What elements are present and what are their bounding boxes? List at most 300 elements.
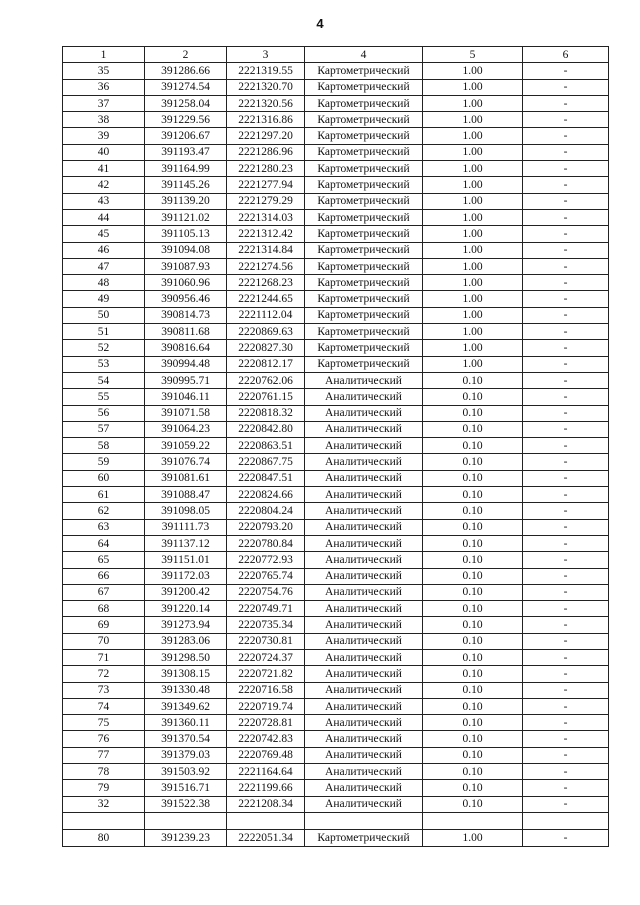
point-number-cell: 74 bbox=[63, 698, 145, 714]
accuracy-cell: 0.10 bbox=[423, 796, 523, 812]
x-coordinate-cell: 391087.93 bbox=[145, 258, 227, 274]
point-number-cell: 62 bbox=[63, 503, 145, 519]
point-number-cell: 54 bbox=[63, 372, 145, 388]
method-cell: Картометрический bbox=[305, 112, 423, 128]
note-cell: - bbox=[523, 209, 609, 225]
note-cell: - bbox=[523, 764, 609, 780]
point-number-cell: 35 bbox=[63, 63, 145, 79]
point-number-cell: 46 bbox=[63, 242, 145, 258]
x-coordinate-cell: 391379.03 bbox=[145, 747, 227, 763]
note-cell: - bbox=[523, 356, 609, 372]
y-coordinate-cell: 2220719.74 bbox=[227, 698, 305, 714]
point-number-cell: 39 bbox=[63, 128, 145, 144]
accuracy-cell: 0.10 bbox=[423, 584, 523, 600]
x-coordinate-cell: 391081.61 bbox=[145, 470, 227, 486]
note-cell: - bbox=[523, 601, 609, 617]
table-row bbox=[63, 258, 609, 274]
accuracy-cell: 0.10 bbox=[423, 454, 523, 470]
method-cell: Аналитический bbox=[305, 666, 423, 682]
x-coordinate-cell: 391220.14 bbox=[145, 601, 227, 617]
point-number-cell: 77 bbox=[63, 747, 145, 763]
accuracy-cell: 0.10 bbox=[423, 372, 523, 388]
table-header-row bbox=[63, 47, 609, 63]
method-cell: Картометрический bbox=[305, 177, 423, 193]
x-coordinate-cell: 391076.74 bbox=[145, 454, 227, 470]
accuracy-cell: 1.00 bbox=[423, 79, 523, 95]
table-row bbox=[63, 161, 609, 177]
method-cell: Аналитический bbox=[305, 405, 423, 421]
note-cell: - bbox=[523, 829, 609, 846]
method-cell: Картометрический bbox=[305, 356, 423, 372]
x-coordinate-cell: 390811.68 bbox=[145, 324, 227, 340]
x-coordinate-cell: 391172.03 bbox=[145, 568, 227, 584]
note-cell: - bbox=[523, 438, 609, 454]
accuracy-cell bbox=[423, 812, 523, 829]
method-cell: Картометрический bbox=[305, 144, 423, 160]
method-cell: Картометрический bbox=[305, 340, 423, 356]
point-number-cell: 80 bbox=[63, 829, 145, 846]
y-coordinate-cell: 2220827.30 bbox=[227, 340, 305, 356]
x-coordinate-cell: 391098.05 bbox=[145, 503, 227, 519]
accuracy-cell: 0.10 bbox=[423, 633, 523, 649]
table-row bbox=[63, 79, 609, 95]
accuracy-cell: 1.00 bbox=[423, 242, 523, 258]
accuracy-cell: 0.10 bbox=[423, 617, 523, 633]
table-row bbox=[63, 372, 609, 388]
accuracy-cell: 0.10 bbox=[423, 487, 523, 503]
x-coordinate-cell: 391274.54 bbox=[145, 79, 227, 95]
x-coordinate-cell: 391105.13 bbox=[145, 226, 227, 242]
method-cell: Аналитический bbox=[305, 389, 423, 405]
table-row bbox=[63, 584, 609, 600]
method-cell: Картометрический bbox=[305, 193, 423, 209]
y-coordinate-cell: 2220793.20 bbox=[227, 519, 305, 535]
header-cell: 3 bbox=[227, 47, 305, 63]
table-row bbox=[63, 193, 609, 209]
accuracy-cell: 1.00 bbox=[423, 112, 523, 128]
y-coordinate-cell: 2220742.83 bbox=[227, 731, 305, 747]
method-cell: Картометрический bbox=[305, 275, 423, 291]
x-coordinate-cell: 391308.15 bbox=[145, 666, 227, 682]
point-number-cell: 75 bbox=[63, 715, 145, 731]
accuracy-cell: 1.00 bbox=[423, 291, 523, 307]
method-cell: Картометрический bbox=[305, 161, 423, 177]
note-cell: - bbox=[523, 372, 609, 388]
x-coordinate-cell: 391060.96 bbox=[145, 275, 227, 291]
accuracy-cell: 0.10 bbox=[423, 764, 523, 780]
table-row bbox=[63, 389, 609, 405]
note-cell: - bbox=[523, 258, 609, 274]
table-row bbox=[63, 421, 609, 437]
y-coordinate-cell: 2220818.32 bbox=[227, 405, 305, 421]
x-coordinate-cell: 391064.23 bbox=[145, 421, 227, 437]
y-coordinate-cell: 2220765.74 bbox=[227, 568, 305, 584]
note-cell: - bbox=[523, 275, 609, 291]
accuracy-cell: 0.10 bbox=[423, 649, 523, 665]
method-cell: Аналитический bbox=[305, 584, 423, 600]
x-coordinate-cell: 390994.48 bbox=[145, 356, 227, 372]
method-cell: Аналитический bbox=[305, 552, 423, 568]
point-number-cell: 67 bbox=[63, 584, 145, 600]
x-coordinate-cell bbox=[145, 812, 227, 829]
y-coordinate-cell: 2221208.34 bbox=[227, 796, 305, 812]
method-cell: Аналитический bbox=[305, 747, 423, 763]
table-row bbox=[63, 617, 609, 633]
table-row bbox=[63, 649, 609, 665]
method-cell: Аналитический bbox=[305, 780, 423, 796]
accuracy-cell: 0.10 bbox=[423, 666, 523, 682]
point-number-cell: 68 bbox=[63, 601, 145, 617]
method-cell: Аналитический bbox=[305, 535, 423, 551]
y-coordinate-cell: 2221280.23 bbox=[227, 161, 305, 177]
header-cell: 2 bbox=[145, 47, 227, 63]
note-cell: - bbox=[523, 470, 609, 486]
page-number: 4 bbox=[316, 16, 324, 31]
point-number-cell: 59 bbox=[63, 454, 145, 470]
note-cell: - bbox=[523, 79, 609, 95]
note-cell: - bbox=[523, 715, 609, 731]
point-number-cell: 79 bbox=[63, 780, 145, 796]
header-cell: 5 bbox=[423, 47, 523, 63]
point-number-cell: 42 bbox=[63, 177, 145, 193]
method-cell: Картометрический bbox=[305, 95, 423, 111]
point-number-cell: 43 bbox=[63, 193, 145, 209]
point-number-cell: 60 bbox=[63, 470, 145, 486]
y-coordinate-cell: 2221244.65 bbox=[227, 291, 305, 307]
note-cell: - bbox=[523, 617, 609, 633]
note-cell: - bbox=[523, 340, 609, 356]
table-row bbox=[63, 487, 609, 503]
x-coordinate-cell: 391151.01 bbox=[145, 552, 227, 568]
point-number-cell: 76 bbox=[63, 731, 145, 747]
accuracy-cell: 1.00 bbox=[423, 258, 523, 274]
table-row bbox=[63, 519, 609, 535]
table-row bbox=[63, 829, 609, 846]
y-coordinate-cell: 2221316.86 bbox=[227, 112, 305, 128]
point-number-cell: 41 bbox=[63, 161, 145, 177]
x-coordinate-cell: 391071.58 bbox=[145, 405, 227, 421]
point-number-cell: 52 bbox=[63, 340, 145, 356]
accuracy-cell: 0.10 bbox=[423, 389, 523, 405]
point-number-cell: 45 bbox=[63, 226, 145, 242]
x-coordinate-cell: 390814.73 bbox=[145, 307, 227, 323]
note-cell: - bbox=[523, 454, 609, 470]
y-coordinate-cell: 2222051.34 bbox=[227, 829, 305, 846]
note-cell: - bbox=[523, 682, 609, 698]
y-coordinate-cell: 2221112.04 bbox=[227, 307, 305, 323]
method-cell: Аналитический bbox=[305, 503, 423, 519]
method-cell: Аналитический bbox=[305, 601, 423, 617]
x-coordinate-cell: 390956.46 bbox=[145, 291, 227, 307]
point-number-cell: 69 bbox=[63, 617, 145, 633]
method-cell bbox=[305, 812, 423, 829]
point-number-cell bbox=[63, 812, 145, 829]
y-coordinate-cell: 2220769.48 bbox=[227, 747, 305, 763]
x-coordinate-cell: 391088.47 bbox=[145, 487, 227, 503]
point-number-cell: 78 bbox=[63, 764, 145, 780]
table-row bbox=[63, 682, 609, 698]
accuracy-cell: 0.10 bbox=[423, 747, 523, 763]
y-coordinate-cell: 2221320.56 bbox=[227, 95, 305, 111]
method-cell: Картометрический bbox=[305, 291, 423, 307]
method-cell: Аналитический bbox=[305, 796, 423, 812]
y-coordinate-cell: 2220804.24 bbox=[227, 503, 305, 519]
accuracy-cell: 1.00 bbox=[423, 340, 523, 356]
note-cell: - bbox=[523, 731, 609, 747]
x-coordinate-cell: 391503.92 bbox=[145, 764, 227, 780]
table-row bbox=[63, 568, 609, 584]
y-coordinate-cell: 2220721.82 bbox=[227, 666, 305, 682]
note-cell: - bbox=[523, 649, 609, 665]
y-coordinate-cell: 2221314.03 bbox=[227, 209, 305, 225]
point-number-cell: 56 bbox=[63, 405, 145, 421]
y-coordinate-cell: 2220867.75 bbox=[227, 454, 305, 470]
point-number-cell: 53 bbox=[63, 356, 145, 372]
y-coordinate-cell: 2221320.70 bbox=[227, 79, 305, 95]
table-row bbox=[63, 307, 609, 323]
table-row bbox=[63, 95, 609, 111]
y-coordinate-cell: 2220716.58 bbox=[227, 682, 305, 698]
x-coordinate-cell: 391139.20 bbox=[145, 193, 227, 209]
point-number-cell: 37 bbox=[63, 95, 145, 111]
point-number-cell: 51 bbox=[63, 324, 145, 340]
point-number-cell: 50 bbox=[63, 307, 145, 323]
y-coordinate-cell: 2220762.06 bbox=[227, 372, 305, 388]
note-cell: - bbox=[523, 666, 609, 682]
accuracy-cell: 0.10 bbox=[423, 715, 523, 731]
y-coordinate-cell: 2220812.17 bbox=[227, 356, 305, 372]
note-cell: - bbox=[523, 747, 609, 763]
y-coordinate-cell: 2220730.81 bbox=[227, 633, 305, 649]
x-coordinate-cell: 390995.71 bbox=[145, 372, 227, 388]
note-cell: - bbox=[523, 503, 609, 519]
y-coordinate-cell: 2220761.15 bbox=[227, 389, 305, 405]
method-cell: Аналитический bbox=[305, 649, 423, 665]
y-coordinate-cell: 2221268.23 bbox=[227, 275, 305, 291]
method-cell: Картометрический bbox=[305, 324, 423, 340]
x-coordinate-cell: 391094.08 bbox=[145, 242, 227, 258]
accuracy-cell: 1.00 bbox=[423, 177, 523, 193]
table-row bbox=[63, 503, 609, 519]
method-cell: Аналитический bbox=[305, 731, 423, 747]
table-row bbox=[63, 356, 609, 372]
point-number-cell: 65 bbox=[63, 552, 145, 568]
y-coordinate-cell: 2220842.80 bbox=[227, 421, 305, 437]
y-coordinate-cell: 2220728.81 bbox=[227, 715, 305, 731]
table-row bbox=[63, 552, 609, 568]
note-cell: - bbox=[523, 584, 609, 600]
x-coordinate-cell: 391046.11 bbox=[145, 389, 227, 405]
x-coordinate-cell: 391111.73 bbox=[145, 519, 227, 535]
x-coordinate-cell: 391229.56 bbox=[145, 112, 227, 128]
note-cell: - bbox=[523, 144, 609, 160]
point-number-cell: 55 bbox=[63, 389, 145, 405]
point-number-cell: 66 bbox=[63, 568, 145, 584]
note-cell: - bbox=[523, 63, 609, 79]
note-cell: - bbox=[523, 324, 609, 340]
method-cell: Аналитический bbox=[305, 519, 423, 535]
point-number-cell: 70 bbox=[63, 633, 145, 649]
note-cell: - bbox=[523, 291, 609, 307]
accuracy-cell: 0.10 bbox=[423, 552, 523, 568]
table-row bbox=[63, 535, 609, 551]
table-row bbox=[63, 780, 609, 796]
method-cell: Картометрический bbox=[305, 209, 423, 225]
table-row bbox=[63, 470, 609, 486]
x-coordinate-cell: 391239.23 bbox=[145, 829, 227, 846]
accuracy-cell: 1.00 bbox=[423, 356, 523, 372]
x-coordinate-cell: 391059.22 bbox=[145, 438, 227, 454]
y-coordinate-cell: 2220749.71 bbox=[227, 601, 305, 617]
accuracy-cell: 1.00 bbox=[423, 275, 523, 291]
table-row bbox=[63, 438, 609, 454]
table-row bbox=[63, 715, 609, 731]
note-cell: - bbox=[523, 177, 609, 193]
x-coordinate-cell: 391522.38 bbox=[145, 796, 227, 812]
header-cell: 6 bbox=[523, 47, 609, 63]
accuracy-cell: 0.10 bbox=[423, 470, 523, 486]
point-number-cell: 63 bbox=[63, 519, 145, 535]
point-number-cell: 71 bbox=[63, 649, 145, 665]
method-cell: Картометрический bbox=[305, 829, 423, 846]
method-cell: Аналитический bbox=[305, 421, 423, 437]
x-coordinate-cell: 391516.71 bbox=[145, 780, 227, 796]
y-coordinate-cell: 2221199.66 bbox=[227, 780, 305, 796]
accuracy-cell: 0.10 bbox=[423, 568, 523, 584]
accuracy-cell: 0.10 bbox=[423, 780, 523, 796]
accuracy-cell: 1.00 bbox=[423, 226, 523, 242]
accuracy-cell: 1.00 bbox=[423, 63, 523, 79]
table-row bbox=[63, 209, 609, 225]
table-row bbox=[63, 128, 609, 144]
x-coordinate-cell: 391258.04 bbox=[145, 95, 227, 111]
x-coordinate-cell: 391349.62 bbox=[145, 698, 227, 714]
method-cell: Картометрический bbox=[305, 128, 423, 144]
note-cell: - bbox=[523, 796, 609, 812]
y-coordinate-cell: 2221277.94 bbox=[227, 177, 305, 193]
method-cell: Картометрический bbox=[305, 307, 423, 323]
note-cell: - bbox=[523, 95, 609, 111]
accuracy-cell: 1.00 bbox=[423, 209, 523, 225]
note-cell: - bbox=[523, 568, 609, 584]
note-cell: - bbox=[523, 242, 609, 258]
table-row bbox=[63, 324, 609, 340]
x-coordinate-cell: 391121.02 bbox=[145, 209, 227, 225]
y-coordinate-cell: 2221274.56 bbox=[227, 258, 305, 274]
x-coordinate-cell: 391137.12 bbox=[145, 535, 227, 551]
y-coordinate-cell bbox=[227, 812, 305, 829]
accuracy-cell: 0.10 bbox=[423, 698, 523, 714]
point-number-cell: 47 bbox=[63, 258, 145, 274]
table-row bbox=[63, 275, 609, 291]
x-coordinate-cell: 391360.11 bbox=[145, 715, 227, 731]
accuracy-cell: 0.10 bbox=[423, 438, 523, 454]
note-cell: - bbox=[523, 405, 609, 421]
accuracy-cell: 1.00 bbox=[423, 161, 523, 177]
note-cell: - bbox=[523, 193, 609, 209]
y-coordinate-cell: 2220724.37 bbox=[227, 649, 305, 665]
note-cell: - bbox=[523, 112, 609, 128]
note-cell: - bbox=[523, 487, 609, 503]
x-coordinate-cell: 391193.47 bbox=[145, 144, 227, 160]
x-coordinate-cell: 391370.54 bbox=[145, 731, 227, 747]
x-coordinate-cell: 391298.50 bbox=[145, 649, 227, 665]
method-cell: Картометрический bbox=[305, 242, 423, 258]
x-coordinate-cell: 391330.48 bbox=[145, 682, 227, 698]
point-number-cell: 58 bbox=[63, 438, 145, 454]
y-coordinate-cell: 2221297.20 bbox=[227, 128, 305, 144]
header-cell: 4 bbox=[305, 47, 423, 63]
method-cell: Аналитический bbox=[305, 372, 423, 388]
method-cell: Картометрический bbox=[305, 79, 423, 95]
y-coordinate-cell: 2221286.96 bbox=[227, 144, 305, 160]
method-cell: Аналитический bbox=[305, 470, 423, 486]
point-number-cell: 38 bbox=[63, 112, 145, 128]
accuracy-cell: 1.00 bbox=[423, 144, 523, 160]
method-cell: Аналитический bbox=[305, 454, 423, 470]
table-row bbox=[63, 144, 609, 160]
note-cell: - bbox=[523, 161, 609, 177]
x-coordinate-cell: 391145.26 bbox=[145, 177, 227, 193]
header-cell: 1 bbox=[63, 47, 145, 63]
accuracy-cell: 0.10 bbox=[423, 601, 523, 617]
note-cell: - bbox=[523, 519, 609, 535]
accuracy-cell: 1.00 bbox=[423, 95, 523, 111]
note-cell: - bbox=[523, 128, 609, 144]
accuracy-cell: 0.10 bbox=[423, 421, 523, 437]
point-number-cell: 48 bbox=[63, 275, 145, 291]
table-row bbox=[63, 454, 609, 470]
table-row bbox=[63, 177, 609, 193]
table-row bbox=[63, 698, 609, 714]
table-row bbox=[63, 405, 609, 421]
y-coordinate-cell: 2220780.84 bbox=[227, 535, 305, 551]
table-row bbox=[63, 601, 609, 617]
x-coordinate-cell: 391286.66 bbox=[145, 63, 227, 79]
x-coordinate-cell: 390816.64 bbox=[145, 340, 227, 356]
table-row bbox=[63, 226, 609, 242]
note-cell: - bbox=[523, 633, 609, 649]
accuracy-cell: 1.00 bbox=[423, 128, 523, 144]
note-cell: - bbox=[523, 552, 609, 568]
table-row bbox=[63, 242, 609, 258]
x-coordinate-cell: 391283.06 bbox=[145, 633, 227, 649]
point-number-cell: 36 bbox=[63, 79, 145, 95]
method-cell: Аналитический bbox=[305, 568, 423, 584]
method-cell: Картометрический bbox=[305, 258, 423, 274]
method-cell: Аналитический bbox=[305, 682, 423, 698]
table-row bbox=[63, 796, 609, 812]
table-row bbox=[63, 291, 609, 307]
coordinates-table bbox=[62, 46, 609, 847]
note-cell: - bbox=[523, 535, 609, 551]
table-row bbox=[63, 764, 609, 780]
y-coordinate-cell: 2220869.63 bbox=[227, 324, 305, 340]
accuracy-cell: 1.00 bbox=[423, 829, 523, 846]
y-coordinate-cell: 2221319.55 bbox=[227, 63, 305, 79]
method-cell: Аналитический bbox=[305, 633, 423, 649]
point-number-cell: 64 bbox=[63, 535, 145, 551]
y-coordinate-cell: 2220847.51 bbox=[227, 470, 305, 486]
note-cell: - bbox=[523, 389, 609, 405]
accuracy-cell: 0.10 bbox=[423, 503, 523, 519]
point-number-cell: 49 bbox=[63, 291, 145, 307]
y-coordinate-cell: 2220772.93 bbox=[227, 552, 305, 568]
table-row bbox=[63, 731, 609, 747]
point-number-cell: 73 bbox=[63, 682, 145, 698]
accuracy-cell: 0.10 bbox=[423, 535, 523, 551]
point-number-cell: 32 bbox=[63, 796, 145, 812]
